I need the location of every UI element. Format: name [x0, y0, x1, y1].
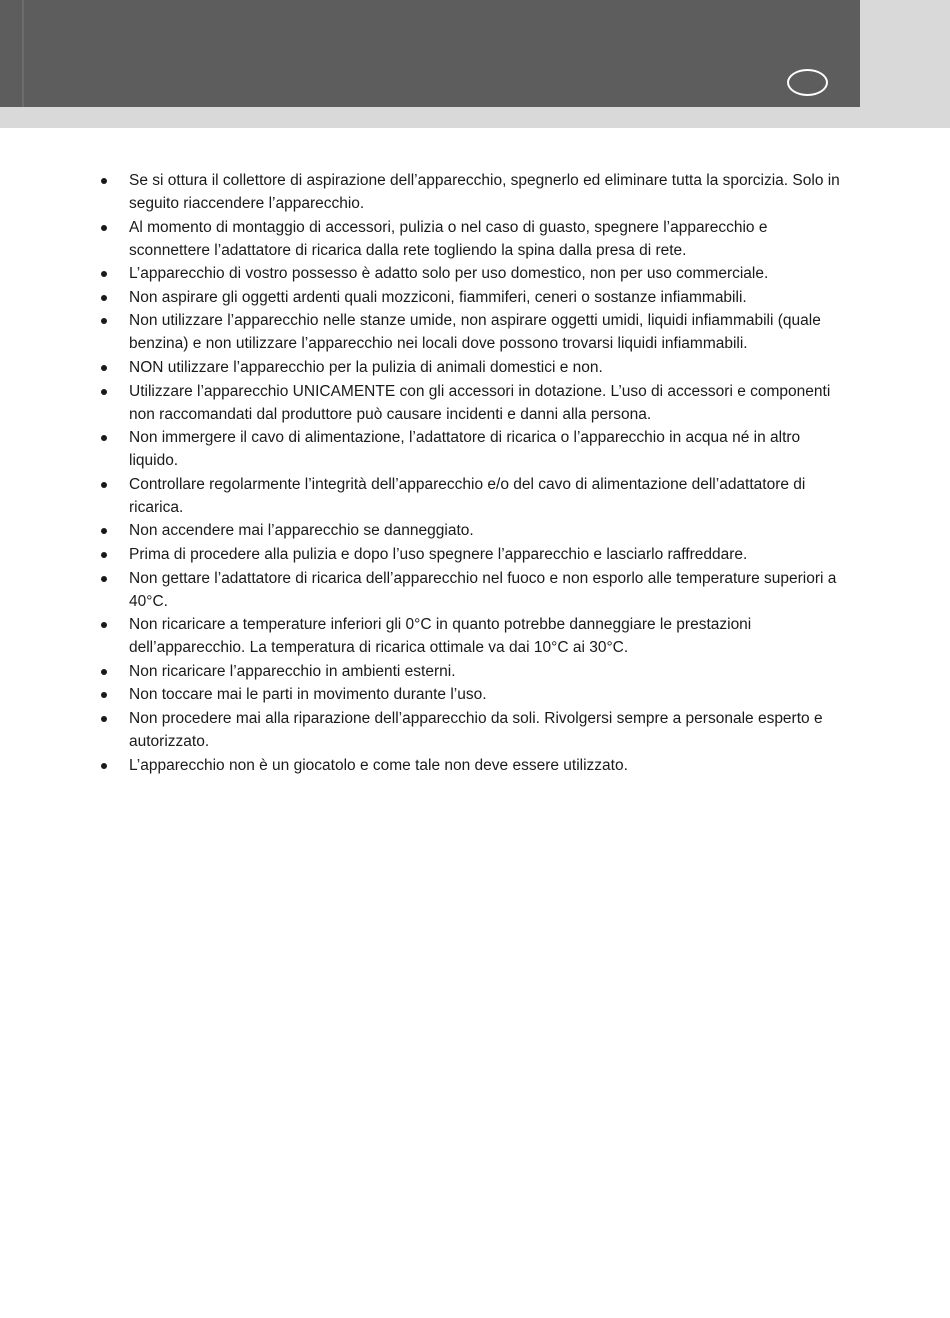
list-item: [97, 262, 847, 285]
language-badge-oval-icon: [787, 69, 828, 96]
bullet-icon: [101, 576, 107, 582]
list-item-text: Non toccare mai le parti in movimento durante l’uso.: [129, 686, 487, 704]
bullet-icon: [101, 318, 107, 324]
bullet-icon: [101, 552, 107, 558]
list-item-text: Prima di procedere alla pulizia e dopo l’uso spegnere l’apparecchio e lasciarlo raffreddare.: [129, 545, 748, 563]
list-item: [97, 567, 847, 613]
header-grey-strip: [0, 107, 950, 128]
bullet-icon: [101, 528, 107, 534]
list-item-text: Non utilizzare l’apparecchio nelle stanze umide, non aspirare oggetti umidi, liquidi infiammabili (quale benzina) e non utilizzare l’apparecchio nei locali dove possono trovarsi liquidi infiammabili.: [129, 312, 821, 353]
bullet-icon: [101, 435, 107, 441]
list-item-text: NON utilizzare l’apparecchio per la pulizia di animali domestici e non.: [129, 358, 603, 376]
bullet-icon: [101, 271, 107, 277]
bullet-icon: [101, 669, 107, 675]
bullet-icon: [101, 178, 107, 184]
list-item-text: Non gettare l’adattatore di ricarica dell’apparecchio nel fuoco e non esporlo alle temperature superiori a 40°C.: [129, 569, 837, 610]
list-item-text: Non procedere mai alla riparazione dell’apparecchio da soli. Rivolgersi sempre a personale esperto e autorizzato.: [129, 709, 823, 750]
bullet-icon: [101, 389, 107, 395]
list-item-text: Non ricaricare a temperature inferiori gli 0°C in quanto potrebbe danneggiare le prestazioni dell’apparecchio. La temperatura di ricarica ottimale va dai 10°C ai 30°C.: [129, 616, 752, 657]
list-item: [97, 543, 847, 566]
list-item-text: Non ricaricare l’apparecchio in ambienti esterni.: [129, 662, 456, 680]
header-edge-line: [22, 0, 24, 107]
bullet-icon: [101, 482, 107, 488]
list-item: [97, 660, 847, 683]
safety-instructions-list: [97, 169, 847, 777]
list-item-text: Se si ottura il collettore di aspirazione dell’apparecchio, spegnerlo ed eliminare tutta la sporcizia. Solo in seguito riaccendere l’apparecchio.: [129, 172, 840, 212]
list-item-text: L’apparecchio di vostro possesso è adatto solo per uso domestico, non per uso commerciale.: [129, 265, 769, 283]
list-item-text: Controllare regolarmente l’integrità dell’apparecchio e/o del cavo di alimentazione dell’adattatore di ricarica.: [129, 475, 806, 516]
list-item: [97, 286, 847, 309]
bullet-icon: [101, 225, 107, 231]
list-item: [97, 426, 847, 472]
list-item-text: Non accendere mai l’apparecchio se danneggiato.: [129, 522, 474, 540]
bullet-icon: [101, 692, 107, 698]
list-item-text: Non aspirare gli oggetti ardenti quali mozziconi, fiammiferi, ceneri o sostanze infiammabili.: [129, 288, 747, 306]
list-item-text: Non immergere il cavo di alimentazione, l’adattatore di ricarica o l’apparecchio in acqua né in altro liquido.: [129, 429, 801, 470]
list-item-text: Utilizzare l’apparecchio UNICAMENTE con gli accessori in dotazione. L’uso di accessori e componenti non raccomandati dal produttore può causare incidenti e danni alla persona.: [129, 382, 831, 423]
list-item: [97, 707, 847, 753]
bullet-icon: [101, 295, 107, 301]
list-item: [97, 473, 847, 519]
list-item: [97, 613, 847, 659]
header-band: [0, 0, 860, 107]
bullet-icon: [101, 716, 107, 722]
list-item: [97, 683, 847, 706]
list-item: [97, 216, 847, 262]
list-item: [97, 309, 847, 355]
bullet-icon: [101, 763, 107, 769]
list-item: [97, 380, 847, 426]
list-item: [97, 169, 847, 215]
list-item: [97, 356, 847, 379]
bullet-icon: [101, 622, 107, 628]
bullet-icon: [101, 365, 107, 371]
list-item: [97, 519, 847, 542]
list-item-text: Al momento di montaggio di accessori, pulizia o nel caso di guasto, spegnere l’apparecchio e sconnettere l’adattatore di ricarica dalla rete togliendo la spina dalla presa di rete.: [129, 218, 768, 259]
list-item-text: L’apparecchio non è un giocatolo e come tale non deve essere utilizzato.: [129, 756, 628, 774]
list-item: [97, 754, 847, 777]
